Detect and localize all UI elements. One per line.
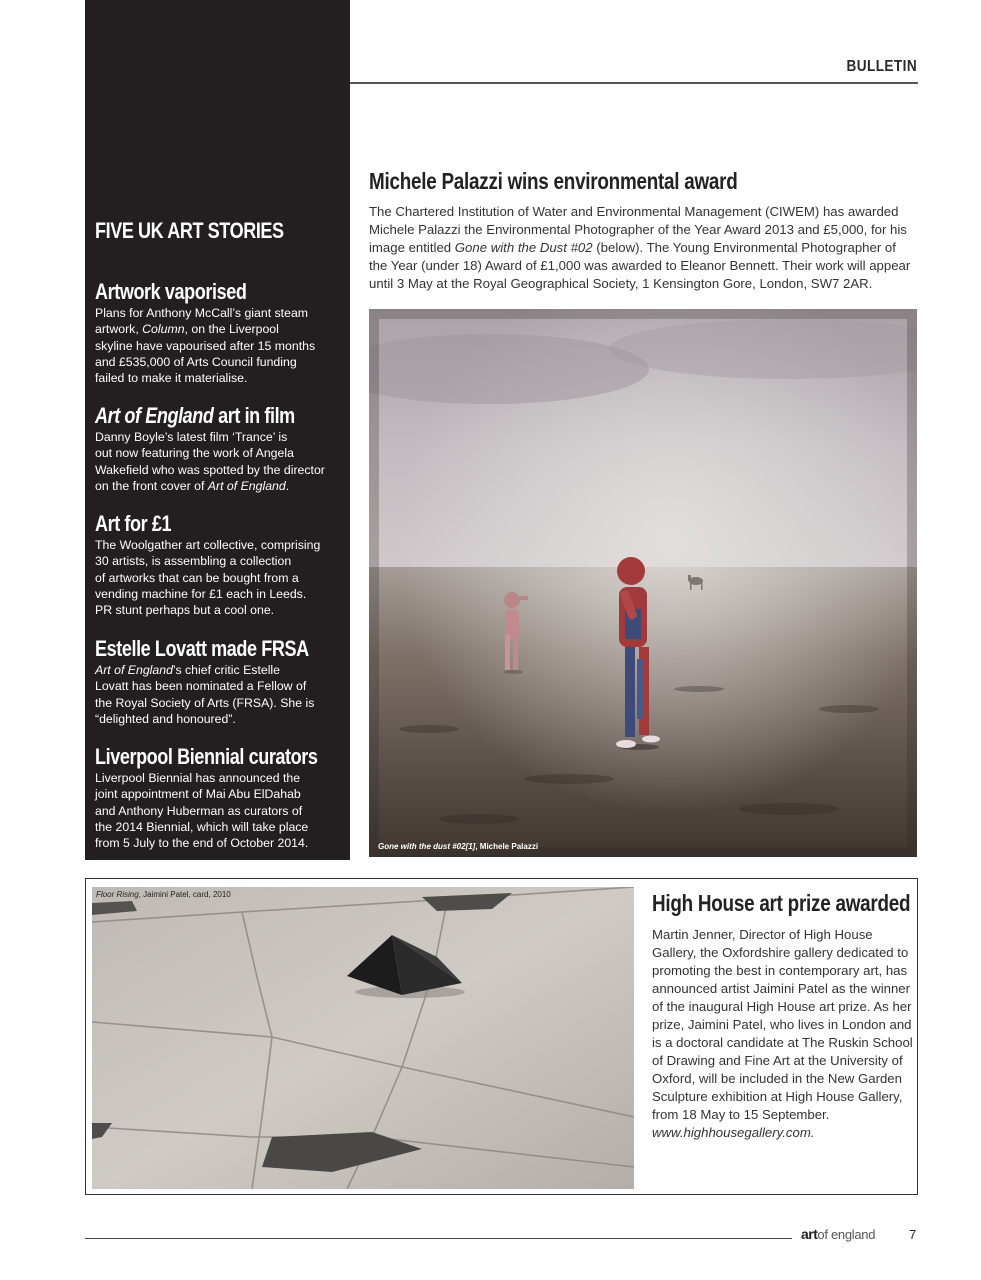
photo-caption: Floor Rising, Jaimini Patel, card, 2010 <box>96 890 231 899</box>
story-body: Liverpool Biennial has announced the joint appointment of Mai Abu ElDahab and Anthony Huberman as curators of the 2014 Biennial, which will take place from 5 July to the end of October 2014. <box>95 771 309 851</box>
page-number: 7 <box>909 1227 917 1242</box>
photo-caption: Gone with the dust #02[1], Michele Palazzi <box>378 842 539 851</box>
story-heading: Art of England art in film <box>95 403 295 428</box>
header-divider <box>350 82 918 84</box>
magazine-logo: artof england <box>801 1226 876 1242</box>
story-body: The Woolgather art collective, comprising 30 artists, is assembling a collection of artworks that can be bought from a vending machine for £1 each in Leeds. PR stunt perhaps but a cool one. <box>95 538 321 618</box>
story-art-in-film <box>95 402 343 494</box>
story-body: Danny Boyle’s latest film ‘Trance’ is out now featuring the work of Angela Wakefield who was spotted by the director on the front cover of Art of England. <box>95 430 325 493</box>
gallery-link[interactable]: www.highhousegallery.com <box>652 1125 811 1140</box>
story-estelle-lovatt <box>95 635 343 727</box>
story-body: Plans for Anthony McCall’s giant steam artwork, Column, on the Liverpool skyline have vapourised after 15 months and £535,000 of Arts Council funding failed to make it materialise. <box>95 306 316 386</box>
footer-divider <box>85 1238 792 1239</box>
story-artwork-vaporised <box>95 278 343 386</box>
story-body: Art of England’s chief critic Estelle Lovatt has been nominated a Fellow of the Royal Society of Arts (FRSA). She is “delighted and honoured”. <box>95 663 315 726</box>
story-liverpool-biennial <box>95 743 343 851</box>
main-article-heading: Michele Palazzi wins environmental award <box>369 168 738 194</box>
high-house-body: Martin Jenner, Director of High House Gallery, the Oxfordshire gallery dedicated to promoting the best in contemporary art, has announced artist Jaimini Patel as the winner of the inaugural High House art prize. As her prize, Jaimini Patel, who lives in London and is a doctoral candidate at The Ruskin School of Drawing and Fine Art at the University of Oxford, will be included in the New Garden Sculpture exhibition at High House Gallery, from 18 May to 15 September. www.highhousegallery.com. <box>652 927 913 1140</box>
main-article-body: The Chartered Institution of Water and Environmental Management (CIWEM) has awarded Michele Palazzi the Environmental Photographer of the Year Award 2013 and £5,000, for his image entitled Gone with the Dust #02 (below). The Young Environmental Photographer of the Year (under 18) Award of £1,000 was awarded to Eleanor Bennett. Their work will appear until 3 May at the Royal Geographical Society, 1 Kensington Gore, London, SW7 2AR. <box>369 204 911 291</box>
sidebar-title: FIVE UK ART STORIES <box>95 218 284 243</box>
photo-pyramid-floor <box>92 887 634 1189</box>
photo-desert-children <box>369 309 917 857</box>
floor-rising-photo <box>92 887 634 1189</box>
story-heading: Art for £1 <box>95 511 172 536</box>
story-heading: Estelle Lovatt made FRSA <box>95 636 309 661</box>
story-heading: Artwork vaporised <box>95 279 247 304</box>
story-art-for-1 <box>95 510 343 618</box>
section-label: BULLETIN <box>846 58 917 75</box>
sidebar-panel <box>85 0 350 860</box>
high-house-heading: High House art prize awarded <box>652 890 911 916</box>
story-heading: Liverpool Biennial curators <box>95 744 318 769</box>
palazzi-photo <box>369 309 917 857</box>
